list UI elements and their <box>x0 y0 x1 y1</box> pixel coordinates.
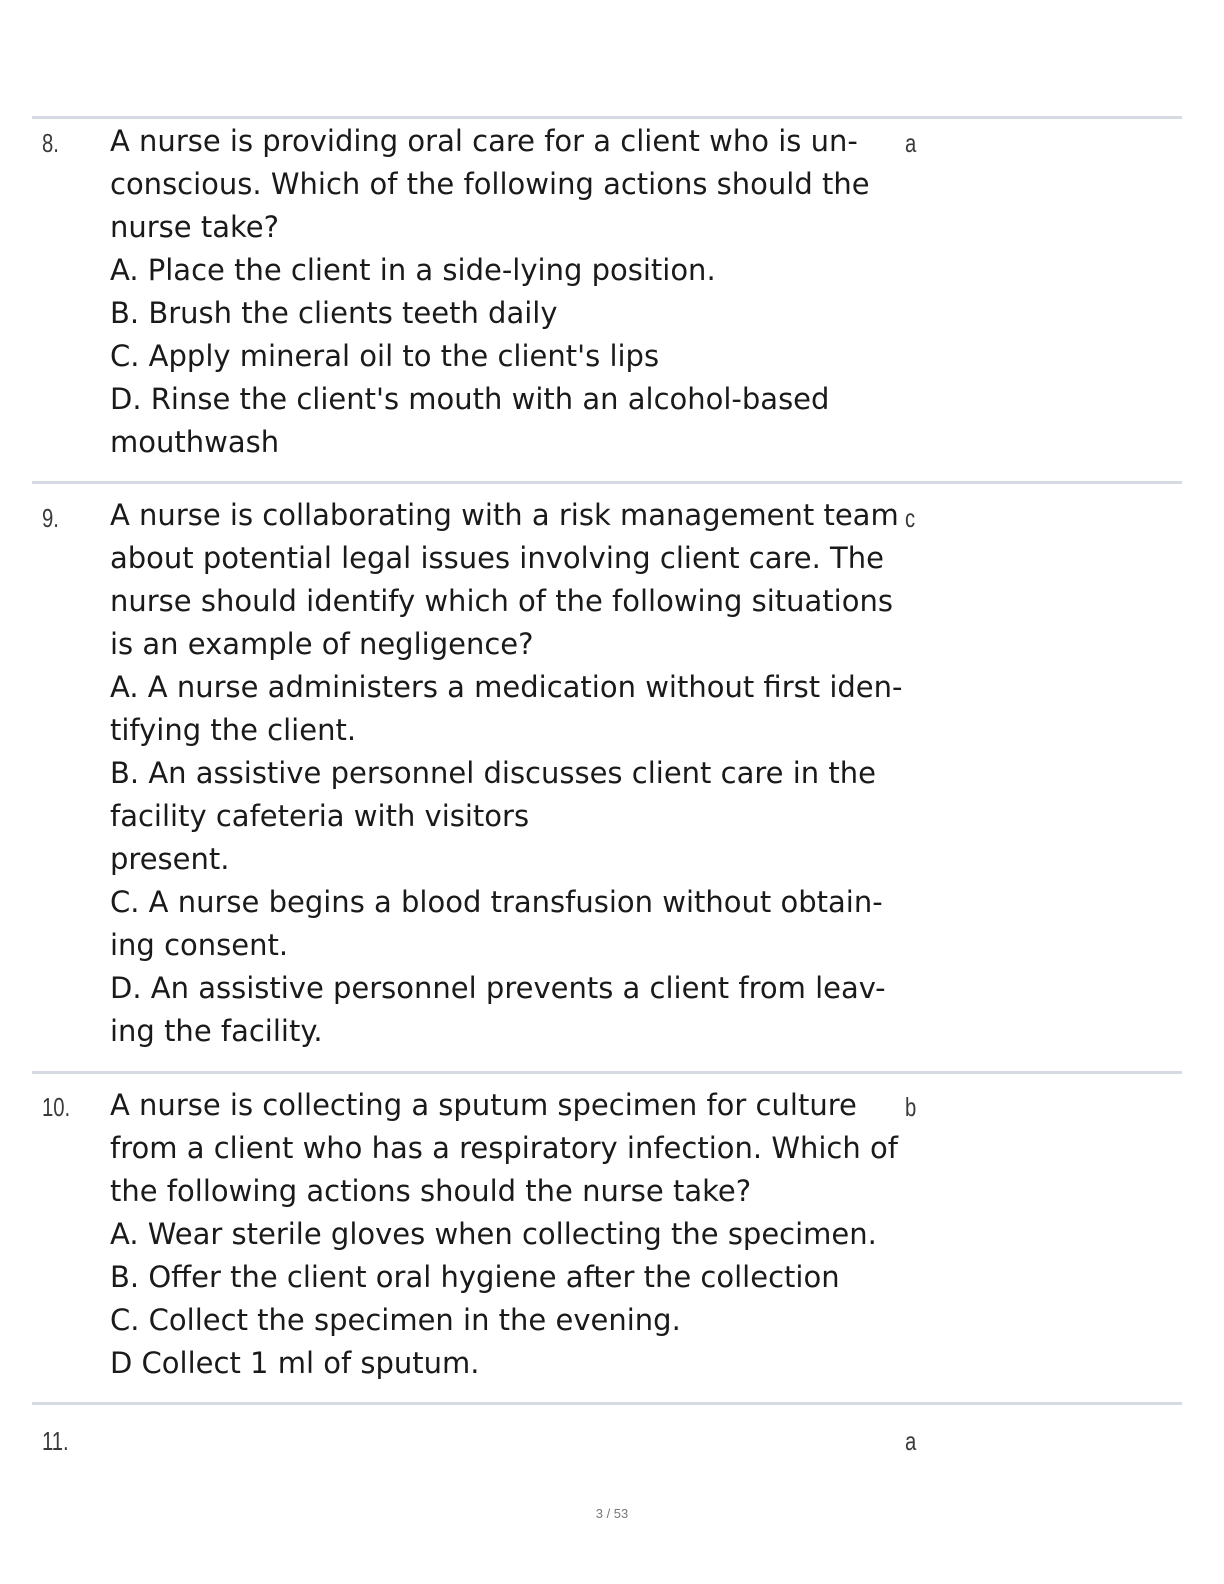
option-a: A. Wear sterile gloves when collecting the specimen. <box>110 1217 877 1251</box>
answer-key: b <box>905 1092 917 1122</box>
question-line: nurse take? <box>110 210 279 244</box>
option-d: D Collect 1 ml of sputum. <box>110 1346 480 1380</box>
option-d: D. An assistive personnel prevents a client from leav- <box>110 971 886 1005</box>
question-number: 10. <box>42 1092 71 1122</box>
option-c: C. A nurse begins a blood transfusion without obtain- <box>110 885 883 919</box>
row-divider <box>32 1402 1182 1405</box>
question-line: A nurse is collaborating with a risk management team <box>110 498 899 532</box>
option-b-continued: present. <box>110 842 230 876</box>
question-text <box>110 494 910 1053</box>
question-text <box>110 120 910 464</box>
answer-key: a <box>905 1426 917 1456</box>
option-a-continued: tifying the client. <box>110 713 357 747</box>
answer-key: c <box>905 503 916 533</box>
option-d-continued: ing the facility. <box>110 1014 323 1048</box>
option-c-continued: ing consent. <box>110 928 289 962</box>
question-line: conscious. Which of the following actions should the <box>110 167 870 201</box>
option-d-continued: mouthwash <box>110 425 280 459</box>
question-number: 8. <box>42 128 59 158</box>
question-line: from a client who has a respiratory infection. Which of <box>110 1131 898 1165</box>
question-line: A nurse is providing oral care for a client who is un- <box>110 124 858 158</box>
question-line: about potential legal issues involving client care. The <box>110 541 884 575</box>
option-b: B. An assistive personnel discusses client care in the <box>110 756 876 790</box>
option-c: C. Apply mineral oil to the client's lips <box>110 339 660 373</box>
option-d: D. Rinse the client's mouth with an alcohol-based <box>110 382 830 416</box>
row-divider <box>32 116 1182 119</box>
question-number: 11. <box>42 1426 69 1456</box>
question-line: the following actions should the nurse take? <box>110 1174 752 1208</box>
option-b-continued: facility cafeteria with visitors <box>110 799 530 833</box>
answer-key: a <box>905 128 917 158</box>
row-divider <box>32 481 1182 484</box>
option-b: B. Brush the clients teeth daily <box>110 296 558 330</box>
option-a: A. A nurse administers a medication without first iden- <box>110 670 903 704</box>
row-divider <box>32 1071 1182 1074</box>
question-line: nurse should identify which of the following situations <box>110 584 893 618</box>
option-a: A. Place the client in a side-lying position. <box>110 253 716 287</box>
question-text <box>110 1084 910 1385</box>
option-b: B. Offer the client oral hygiene after the collection <box>110 1260 840 1294</box>
option-c: C. Collect the specimen in the evening. <box>110 1303 681 1337</box>
question-line: A nurse is collecting a sputum specimen for culture <box>110 1088 857 1122</box>
question-line: is an example of negligence? <box>110 627 534 661</box>
page-indicator: 3 / 53 <box>595 1506 629 1521</box>
question-number: 9. <box>42 503 59 533</box>
